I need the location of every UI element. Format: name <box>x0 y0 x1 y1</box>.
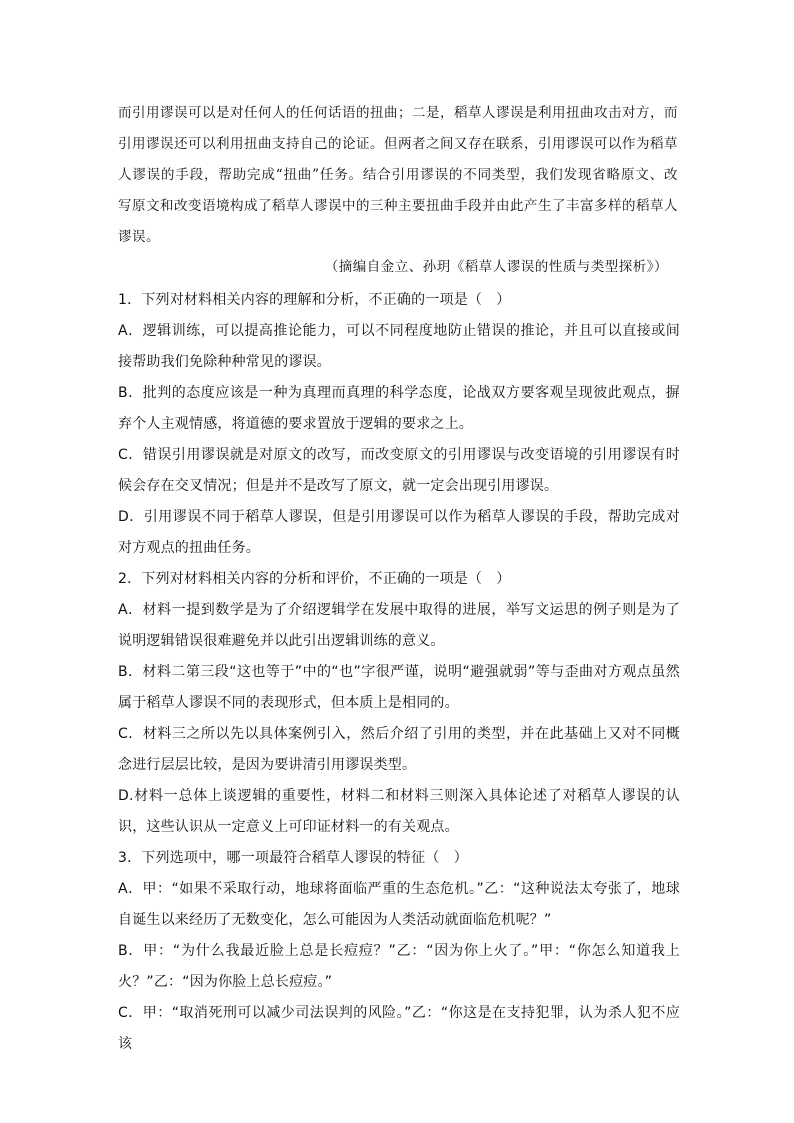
question-stem: 3．下列选项中，哪一项最符合稻草人谬误的特征（ ） <box>118 850 468 866</box>
option-d: D.材料一总体上谈逻辑的重要性，材料二和材料三则深入具体论述了对稻草人谬误的认识，这些认识从一定意义上可印证材料一的有关观点。 <box>118 788 680 835</box>
option-b: B．材料二第三段“这也等于”中的“也”字很严谨，说明“避强就弱”等与歪曲对方观点虽然属于稻草人谬误不同的表现形式，但本质上是相同的。 <box>118 664 680 711</box>
passage-paragraph: 而引用谬误可以是对任何人的任何话语的扭曲；二是，稻草人谬误是利用扭曲攻击对方，而引用谬误还可以利用扭曲支持自己的论证。但两者之间又存在联系，引用谬误可以作为稻草人谬误的手段，帮助完成“扭曲”任务。结合引用谬误的不同类型，我们发现省略原文、改写原文和改变语境构成了稻草人谬误中的三种主要扭曲手段并由此产生了丰富多样的稻草人谬误。 <box>118 105 678 245</box>
option-b: B．甲：“为什么我最近脸上总是长痘痘？”乙：“因为你上火了。”甲：“你怎么知道我上火？”乙：“因为你脸上总长痘痘。” <box>118 943 680 990</box>
question-stem: 1．下列对材料相关内容的理解和分析，不正确的一项是（ ） <box>118 292 511 308</box>
option-c: C．甲：“取消死刑可以减少司法误判的风险。”乙：“你这是在支持犯罪，认为杀人犯不应该 <box>118 1005 680 1052</box>
question-3 <box>118 843 680 1060</box>
option-b: B．批判的态度应该是一种为真理而真理的科学态度，论战双方要客观呈现彼此观点，摒弃个人主观情感，将道德的要求置放于逻辑的要求之上。 <box>118 385 680 432</box>
option-c: C．错误引用谬误就是对原文的改写，而改变原文的引用谬误与改变语境的引用谬误有时候会存在交叉情况；但是并不是改写了原文，就一定会出现引用谬误。 <box>118 447 680 494</box>
option-a: A．材料一提到数学是为了介绍逻辑学在发展中取得的进展，举写文运思的例子则是为了说明逻辑错误很难避免并以此引出逻辑训练的意义。 <box>118 602 680 649</box>
option-c: C．材料三之所以先以具体案例引入，然后介绍了引用的类型，并在此基础上又对不同概念进行层层比较，是因为要讲清引用谬误类型。 <box>118 726 680 773</box>
option-d: D．引用谬误不同于稻草人谬误，但是引用谬误可以作为稻草人谬误的手段，帮助完成对对方观点的扭曲任务。 <box>118 509 680 556</box>
option-a: A．逻辑训练，可以提高推论能力，可以不同程度地防止错误的推论，并且可以直接或间接帮助我们免除种种常见的谬误。 <box>118 323 680 370</box>
question-2 <box>118 564 680 843</box>
passage-excerpt <box>118 98 678 253</box>
question-stem: 2．下列对材料相关内容的分析和评价，不正确的一项是（ ） <box>118 571 511 587</box>
option-a: A．甲：“如果不采取行动，地球将面临严重的生态危机。”乙：“这种说法太夸张了，地球自诞生以来经历了无数变化，怎么可能因为人类活动就面临危机呢？” <box>118 881 680 928</box>
question-1 <box>118 285 680 564</box>
question-list <box>118 285 680 1060</box>
source-citation: （摘编自金立、孙玥《稻草人谬误的性质与类型探析》） <box>324 259 668 275</box>
